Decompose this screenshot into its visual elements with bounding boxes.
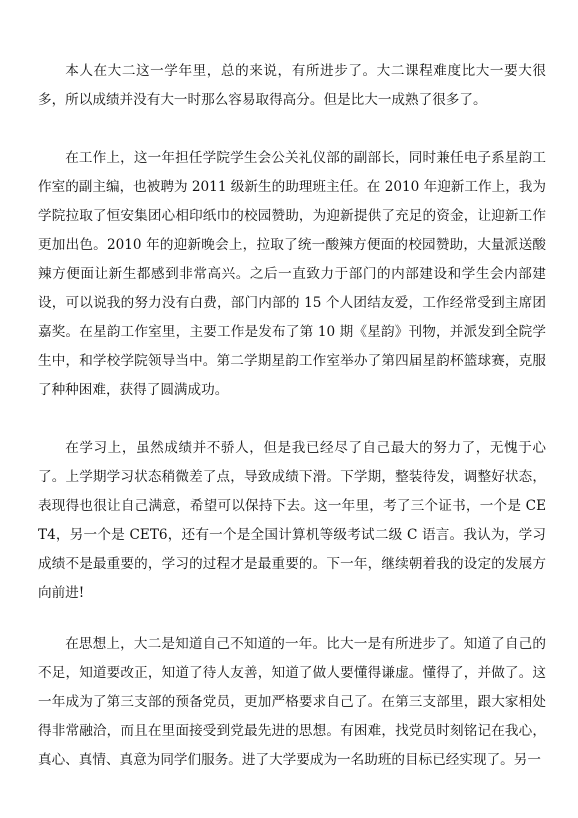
paragraph-spacer xyxy=(38,405,546,434)
paragraph-study: 在学习上，虽然成绩并不骄人，但是我已经尽了自己最大的努力了，无愧于心了。上学期学习状态稍微差了点，导致成绩下滑。下学期，整装待发，调整好状态，表现得也很让自己满意，希望可以保持下去。这一年里，考了三个证书，一个是 CET4，另一个是 CET6，还有一个是全国计算机等级考试二级 C 语言。我认为，学习成绩不是最重要的，学习的过程才是最重要的。下一年，继续朝着我的设定的发展方向前进! xyxy=(38,440,546,601)
paragraph-thought: 在思想上，大二是知道自己不知道的一年。比大一是有所进步了。知道了自己的不足，知道要改正，知道了待人友善，知道了做人要懂得谦虚。懂得了，并做了。这一年成为了第三支部的预备党员，更加严格要求自己了。在第三支部里，跟大家相处得非常融洽，而且在里面接受到党最先进的思想。有困难，找党员时刻铭记在我心，真心、真情、真意为同学们服务。进了大学要成为一名助班的目标已经实现了。另一 xyxy=(38,636,546,768)
paragraph-work: 在工作上，这一年担任学院学生会公关礼仪部的副部长，同时兼任电子系星韵工作室的副主编，也被聘为 2011 级新生的助理班主任。在 2010 年迎新工作上，我为学院拉取了恒安集团心相印纸巾的校园赞助，为迎新提供了充足的资金，让迎新工作更加出色。2010 年的迎新晚会上，拉取了统一酸辣方便面的校园赞助，大量派送酸辣方便面让新生都感到非常高兴。之后一直致力于部门的内部建设和学生会内部建设，可以说我的努力没有白费，部门内部的 15 个人团结友爱，工作经常受到主席团嘉奖。在星韵工作室里，主要工作是发布了第 10 期《星韵》刊物，并派发到全院学生中，和学校学院领导当中。第二学期星韵工作室举办了第四届星韵杯篮球赛，克服了种种困难，获得了圆满成功。 xyxy=(38,150,546,398)
paragraph-intro: 本人在大二这一学年里，总的来说，有所进步了。大二课程难度比大一要大很多，所以成绩并没有大一时那么容易取得高分。但是比大一成熟了很多了。 xyxy=(38,63,546,108)
document-body xyxy=(38,57,546,775)
paragraph-spacer xyxy=(38,608,546,630)
paragraph-spacer xyxy=(38,115,546,144)
